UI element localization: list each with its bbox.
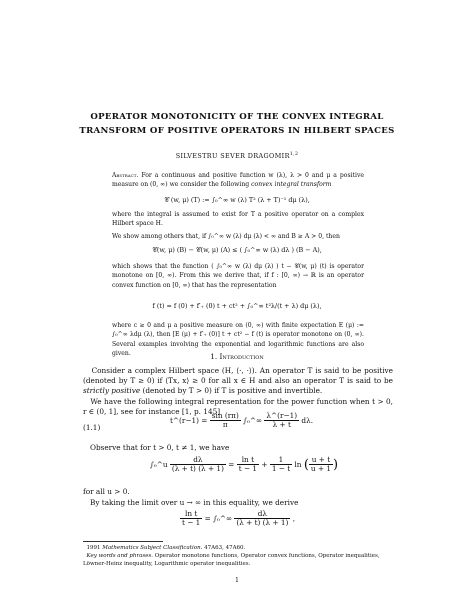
eq3-f-num: ln t (180, 510, 202, 519)
eq11-frac-num: sin (rπ) (211, 411, 239, 420)
footnote1-label: 1991 (86, 545, 101, 551)
eq11-inner-num: λ^(r−1) (266, 411, 298, 420)
intro-emphasis: strictly positive (83, 386, 141, 396)
intro-text-1a: Consider a complex Hilbert space (H, ⟨·, ·⟩). An operator T is said to be positive (denoted by T ≥ 0) if ⟨Tx, x⟩ ≥ 0 for all x ∈ H and also an operator T is said to be (83, 366, 393, 386)
eq2-f1-num: ln t (237, 456, 259, 465)
eq3-fraction-1 (180, 510, 202, 528)
intro-text-5: By taking the limit over u → ∞ in this equality, we derive (89, 498, 299, 507)
eq3-integral: ∫₀^∞ (213, 513, 233, 523)
eq2-f2-den: 1 − t (271, 464, 291, 474)
eq2-plus: + (261, 459, 268, 469)
eq2-fraction (170, 456, 226, 474)
abstract-paragraph-4: which shows that the function ( ∫₀^∞ w (λ) dμ (λ) ) t − 𝒞(w, μ) (t) is operator monotone on [0, ∞). From this we derive that, if f : [0, ∞) → ℝ is an operator convex function on [0, ∞) that has the representation (112, 263, 364, 289)
eq2-den: (λ + t) (λ + 1) (171, 464, 224, 474)
abstract-paragraph-3: We show among others that, if ∫₀^∞ w (λ) dμ (λ) < ∞ and B ≥ A > 0, then (112, 233, 340, 240)
eq2-num: dλ (170, 456, 226, 465)
footnote2-text: Operator monotone functions, Operator convex functions, Operator inequalities, Löwner-Heinz inequality, Logarithmic operator inequalities. (83, 553, 380, 567)
page-number: 1 (235, 577, 239, 584)
eq11-integral: ∫₀^∞ (243, 415, 263, 425)
eq3-equals: = (204, 513, 211, 523)
abstract-paragraph-2: where the integral is assumed to exist for T a positive operator on a complex Hilbert space H. (112, 211, 364, 228)
eq3-den: (λ + t) (λ + 1) (236, 518, 289, 528)
author-line (0, 152, 474, 160)
section-title: 1. Introduction (210, 352, 264, 361)
eq11-tail: dλ. (301, 415, 314, 425)
eq2-f3-den: u + 1 (310, 464, 332, 474)
eq2-f3-num: u + t (309, 456, 333, 465)
intro-paragraph-5 (83, 498, 393, 507)
footnote-rule (83, 541, 163, 542)
eq11-lhs: t^(r−1) = (170, 415, 208, 425)
paper-title-line-2: TRANSFORM OF POSITIVE OPERATORS IN HILBERT SPACES (79, 126, 395, 136)
paper-title-line-1: OPERATOR MONOTONICITY OF THE CONVEX INTEGRAL (90, 112, 384, 122)
eq3-fraction-2 (234, 510, 290, 528)
footnote1-emphasis: Mathematics Subject Classification. (102, 545, 203, 551)
intro-paragraph-4: for all u > 0. (83, 487, 130, 496)
equation-2: ∫₀^u $\frac{d\lambda}{(\lambda + t) (\lambda + 1)}$ = $\frac{\text{ln t}}{t - 1}$ + $\frac{1}{1 - t}$ ln ( $\frac{u + t}{u + 1}$ ) (150, 455, 339, 474)
intro-text-1b: (denoted by T > 0) if T is positive and invertible. (142, 386, 323, 396)
eq11-frac-den: π (222, 420, 228, 430)
abstract-paragraph-1 (112, 171, 364, 190)
abstract-paragraph-5: where c ≥ 0 and μ a positive measure on (0, ∞) with finite expectation E (μ) := ∫₀^∞ λdμ (λ), then [E (μ) + f′₊ (0)] t + ct² − f (t) is operator monotone on (0, ∞). Several examples involving the exponential and logarithmic functions are also given. (112, 322, 364, 358)
eq3-tail: , (292, 513, 296, 523)
abstract-equation-3: f (t) = f (0) + f′₊ (0) t + ct² + ∫₀^∞ t²λ/(t + λ) dμ (λ), (152, 302, 322, 310)
section-heading (0, 352, 474, 361)
equation-3 (180, 510, 295, 528)
eq3-f-den: t − 1 (182, 518, 201, 528)
eq2-f1-den: t − 1 (238, 464, 258, 474)
eq2-ln: ln (294, 459, 302, 469)
equation-1-1 (170, 412, 313, 430)
intro-paragraph-1 (83, 366, 393, 397)
eq2-integral: ∫₀^u (150, 459, 168, 469)
intro-paragraph-3 (83, 443, 393, 452)
intro-text-3: Observe that for t > 0, t ≠ 1, we have (89, 443, 230, 452)
footnote-2 (83, 553, 393, 568)
abstract-equation-2: 𝒞(w, μ) (B) − 𝒞(w, μ) (A) ≤ ( ∫₀^∞ w (λ) dλ ) (B − A), (152, 246, 322, 254)
eq3-num: dλ (234, 510, 290, 519)
footnote1-text: 47A63, 47A60. (204, 545, 246, 551)
eq11-inner-den: λ + t (272, 420, 291, 430)
eq2-equals: = (228, 459, 235, 469)
eq2-fraction-2 (270, 456, 292, 474)
footnote-1 (83, 545, 393, 553)
eq11-fraction (210, 412, 241, 430)
abstract-equation-1: 𝒞 (w, μ) (T) := ∫₀^∞ w (λ) T² (λ + T)⁻¹ dμ (λ), (164, 196, 310, 204)
author-affiliation-sup: 1,2 (289, 152, 299, 157)
abstract-emphasis: convex integral transform (251, 181, 332, 189)
eq2-fraction-3 (309, 456, 333, 474)
eq2-f2-num: 1 (270, 456, 292, 465)
eq2-fraction-1 (237, 456, 259, 474)
author-name: SILVESTRU SEVER DRAGOMIR (175, 152, 290, 161)
intro-text-2: We have the following integral representation for the power function when t > 0, r ∈ (0, 1], see for instance [1, p. 145] (83, 397, 393, 417)
equation-label: (1.1) (83, 423, 101, 432)
footnote2-emphasis: Key words and phrases. (86, 553, 154, 559)
abstract-text-1: For a continuous and positive function w (λ), λ > 0 and μ a positive measure on (0, ∞) we consider the following (112, 172, 364, 189)
abstract-label: Abstract. (112, 172, 139, 179)
eq11-inner-fraction (264, 412, 299, 430)
